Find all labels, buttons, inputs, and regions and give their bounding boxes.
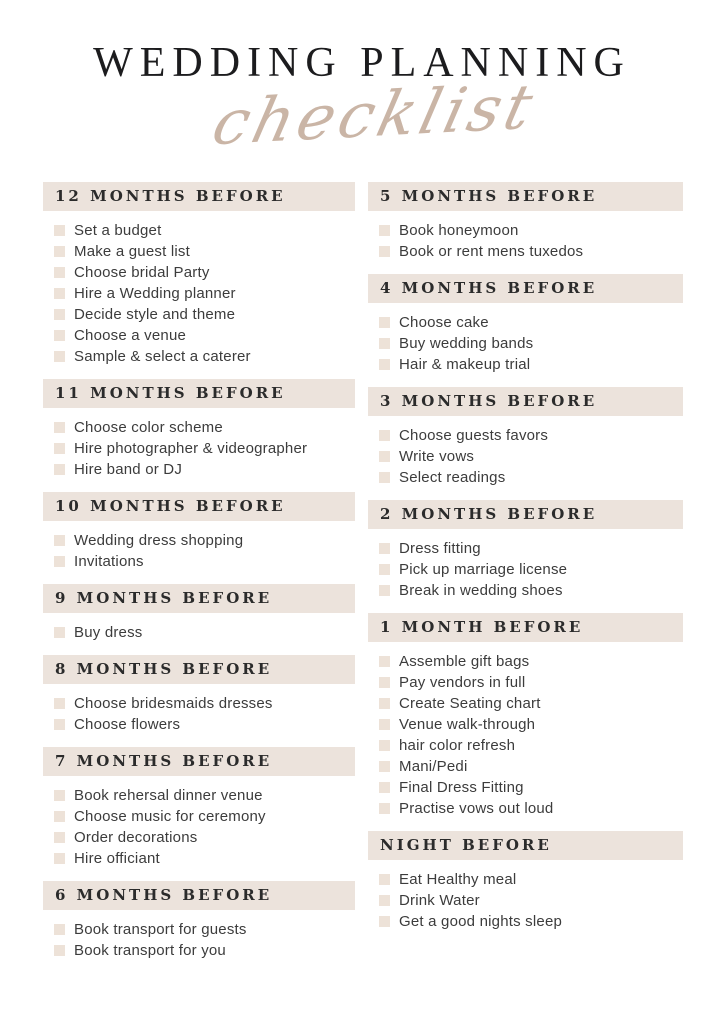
section-8-months-before — [43, 655, 355, 735]
list-item — [379, 756, 683, 777]
checkbox[interactable] — [54, 535, 65, 546]
item-label: Order decorations — [74, 829, 198, 846]
checkbox[interactable] — [54, 945, 65, 956]
list-item — [54, 530, 355, 551]
item-label: Eat Healthy meal — [399, 871, 517, 888]
item-label: Break in wedding shoes — [399, 582, 563, 599]
list-item — [54, 806, 355, 827]
list-item — [54, 346, 355, 367]
checkbox[interactable] — [54, 464, 65, 475]
section-7-months-before — [43, 747, 355, 869]
item-label: Choose music for ceremony — [74, 808, 266, 825]
checklist-items — [368, 425, 683, 488]
section-3-months-before — [368, 387, 683, 488]
item-label: Wedding dress shopping — [74, 532, 244, 549]
checkbox[interactable] — [379, 656, 390, 667]
item-label: Book transport for guests — [74, 921, 247, 938]
section-heading: 11 MONTHS BEFORE — [43, 379, 355, 408]
list-item — [54, 551, 355, 572]
section-heading: 12 MONTHS BEFORE — [43, 182, 355, 211]
item-label: Create Seating chart — [399, 695, 541, 712]
section-11-months-before — [43, 379, 355, 480]
list-item — [379, 241, 683, 262]
checkbox[interactable] — [54, 330, 65, 341]
checkbox[interactable] — [54, 924, 65, 935]
item-label: Hire photographer & videographer — [74, 440, 308, 457]
item-label: Choose color scheme — [74, 419, 223, 436]
checklist-items — [368, 312, 683, 375]
list-item — [379, 672, 683, 693]
checklist-items — [43, 693, 355, 735]
checkbox[interactable] — [379, 543, 390, 554]
section-12-months-before — [43, 182, 355, 367]
checkbox[interactable] — [379, 430, 390, 441]
item-label: Choose guests favors — [399, 427, 549, 444]
checkbox[interactable] — [54, 225, 65, 236]
checkbox[interactable] — [379, 782, 390, 793]
section-4-months-before — [368, 274, 683, 375]
page-header — [0, 0, 724, 182]
item-label: Choose cake — [399, 314, 489, 331]
list-item — [379, 693, 683, 714]
list-item — [54, 304, 355, 325]
checkbox[interactable] — [54, 288, 65, 299]
list-item — [379, 890, 683, 911]
list-item — [379, 714, 683, 735]
column-left — [43, 182, 355, 973]
section-heading: 7 MONTHS BEFORE — [43, 747, 355, 776]
checkbox[interactable] — [54, 790, 65, 801]
checkbox[interactable] — [379, 761, 390, 772]
section-heading: 10 MONTHS BEFORE — [43, 492, 355, 521]
item-label: Venue walk-through — [399, 716, 536, 733]
checkbox[interactable] — [379, 916, 390, 927]
list-item — [54, 438, 355, 459]
section-heading: 8 MONTHS BEFORE — [43, 655, 355, 684]
list-item — [379, 333, 683, 354]
item-label: Get a good nights sleep — [399, 913, 563, 930]
item-label: Hire officiant — [74, 850, 160, 867]
list-item — [379, 777, 683, 798]
checkbox[interactable] — [54, 246, 65, 257]
checkbox[interactable] — [379, 359, 390, 370]
checkbox[interactable] — [54, 853, 65, 864]
column-right — [368, 182, 683, 973]
checkbox[interactable] — [54, 627, 65, 638]
list-item — [379, 220, 683, 241]
section-6-months-before — [43, 881, 355, 961]
list-item — [379, 651, 683, 672]
checkbox[interactable] — [379, 874, 390, 885]
checkbox[interactable] — [379, 719, 390, 730]
checklist-items — [43, 622, 355, 643]
section-heading: 9 MONTHS BEFORE — [43, 584, 355, 613]
checklist-items — [43, 417, 355, 480]
checklist-items — [43, 919, 355, 961]
list-item — [54, 241, 355, 262]
list-item — [54, 919, 355, 940]
section-heading: 3 MONTHS BEFORE — [368, 387, 683, 416]
section-heading: NIGHT BEFORE — [368, 831, 683, 860]
list-item — [379, 446, 683, 467]
list-item — [379, 467, 683, 488]
list-item — [54, 693, 355, 714]
list-item — [379, 911, 683, 932]
item-label: Choose bridal Party — [74, 264, 210, 281]
item-label: Select readings — [399, 469, 506, 486]
checkbox[interactable] — [379, 677, 390, 688]
list-item — [379, 869, 683, 890]
item-label: Drink Water — [399, 892, 480, 909]
item-label: hair color refresh — [399, 737, 516, 754]
checkbox[interactable] — [379, 317, 390, 328]
checklist-columns — [0, 182, 724, 973]
item-label: Buy wedding bands — [399, 335, 534, 352]
checklist-items — [368, 651, 683, 819]
section-night-before — [368, 831, 683, 932]
list-item — [54, 622, 355, 643]
checkbox[interactable] — [379, 740, 390, 751]
checkbox[interactable] — [54, 556, 65, 567]
item-label: Book honeymoon — [399, 222, 519, 239]
item-label: Dress fitting — [399, 540, 481, 557]
list-item — [379, 354, 683, 375]
list-item — [379, 798, 683, 819]
item-label: Write vows — [399, 448, 475, 465]
section-heading: 4 MONTHS BEFORE — [368, 274, 683, 303]
checkbox[interactable] — [379, 451, 390, 462]
item-label: Hair & makeup trial — [399, 356, 531, 373]
item-label: Set a budget — [74, 222, 162, 239]
list-item — [54, 417, 355, 438]
list-item — [54, 940, 355, 961]
checkbox[interactable] — [54, 811, 65, 822]
section-1-month-before — [368, 613, 683, 819]
checklist-items — [368, 220, 683, 262]
list-item — [54, 283, 355, 304]
item-label: Hire band or DJ — [74, 461, 183, 478]
list-item — [379, 312, 683, 333]
item-label: Practise vows out loud — [399, 800, 554, 817]
list-item — [379, 425, 683, 446]
checkbox[interactable] — [379, 246, 390, 257]
section-2-months-before — [368, 500, 683, 601]
list-item — [379, 580, 683, 601]
list-item — [379, 559, 683, 580]
checkbox[interactable] — [379, 472, 390, 483]
item-label: Assemble gift bags — [399, 653, 530, 670]
checkbox[interactable] — [54, 351, 65, 362]
checkbox[interactable] — [379, 585, 390, 596]
item-label: Hire a Wedding planner — [74, 285, 236, 302]
checkbox[interactable] — [54, 309, 65, 320]
section-5-months-before — [368, 182, 683, 262]
checkbox[interactable] — [54, 698, 65, 709]
list-item — [54, 827, 355, 848]
item-label: Invitations — [74, 553, 144, 570]
item-label: Make a guest list — [74, 243, 190, 260]
item-label: Final Dress Fitting — [399, 779, 524, 796]
checkbox[interactable] — [379, 895, 390, 906]
list-item — [379, 538, 683, 559]
item-label: Choose flowers — [74, 716, 181, 733]
checkbox[interactable] — [54, 267, 65, 278]
item-label: Pay vendors in full — [399, 674, 526, 691]
checkbox[interactable] — [54, 443, 65, 454]
item-label: Choose a venue — [74, 327, 187, 344]
checkbox[interactable] — [379, 698, 390, 709]
section-9-months-before — [43, 584, 355, 643]
checkbox[interactable] — [54, 832, 65, 843]
checkbox[interactable] — [379, 338, 390, 349]
item-label: Sample & select a caterer — [74, 348, 251, 365]
section-heading: 1 MONTH BEFORE — [368, 613, 683, 642]
section-10-months-before — [43, 492, 355, 572]
list-item — [54, 262, 355, 283]
list-item — [54, 459, 355, 480]
checklist-items — [43, 220, 355, 367]
checkbox[interactable] — [379, 225, 390, 236]
checklist-items — [43, 785, 355, 869]
item-label: Choose bridesmaids dresses — [74, 695, 273, 712]
checklist-items — [368, 538, 683, 601]
item-label: Mani/Pedi — [399, 758, 468, 775]
section-heading: 5 MONTHS BEFORE — [368, 182, 683, 211]
item-label: Decide style and theme — [74, 306, 236, 323]
checkbox[interactable] — [379, 803, 390, 814]
list-item — [54, 220, 355, 241]
checkbox[interactable] — [54, 422, 65, 433]
item-label: Book or rent mens tuxedos — [399, 243, 584, 260]
list-item — [54, 325, 355, 346]
section-heading: 6 MONTHS BEFORE — [43, 881, 355, 910]
item-label: Buy dress — [74, 624, 143, 641]
item-label: Book rehersal dinner venue — [74, 787, 263, 804]
checklist-items — [43, 530, 355, 572]
section-heading: 2 MONTHS BEFORE — [368, 500, 683, 529]
list-item — [54, 848, 355, 869]
list-item — [54, 785, 355, 806]
item-label: Pick up marriage license — [399, 561, 568, 578]
item-label: Book transport for you — [74, 942, 226, 959]
checklist-items — [368, 869, 683, 932]
list-item — [379, 735, 683, 756]
page-title: WEDDING PLANNING — [93, 40, 631, 86]
checkbox[interactable] — [379, 564, 390, 575]
checkbox[interactable] — [54, 719, 65, 730]
page-subtitle-script: checklist — [205, 69, 544, 160]
list-item — [54, 714, 355, 735]
